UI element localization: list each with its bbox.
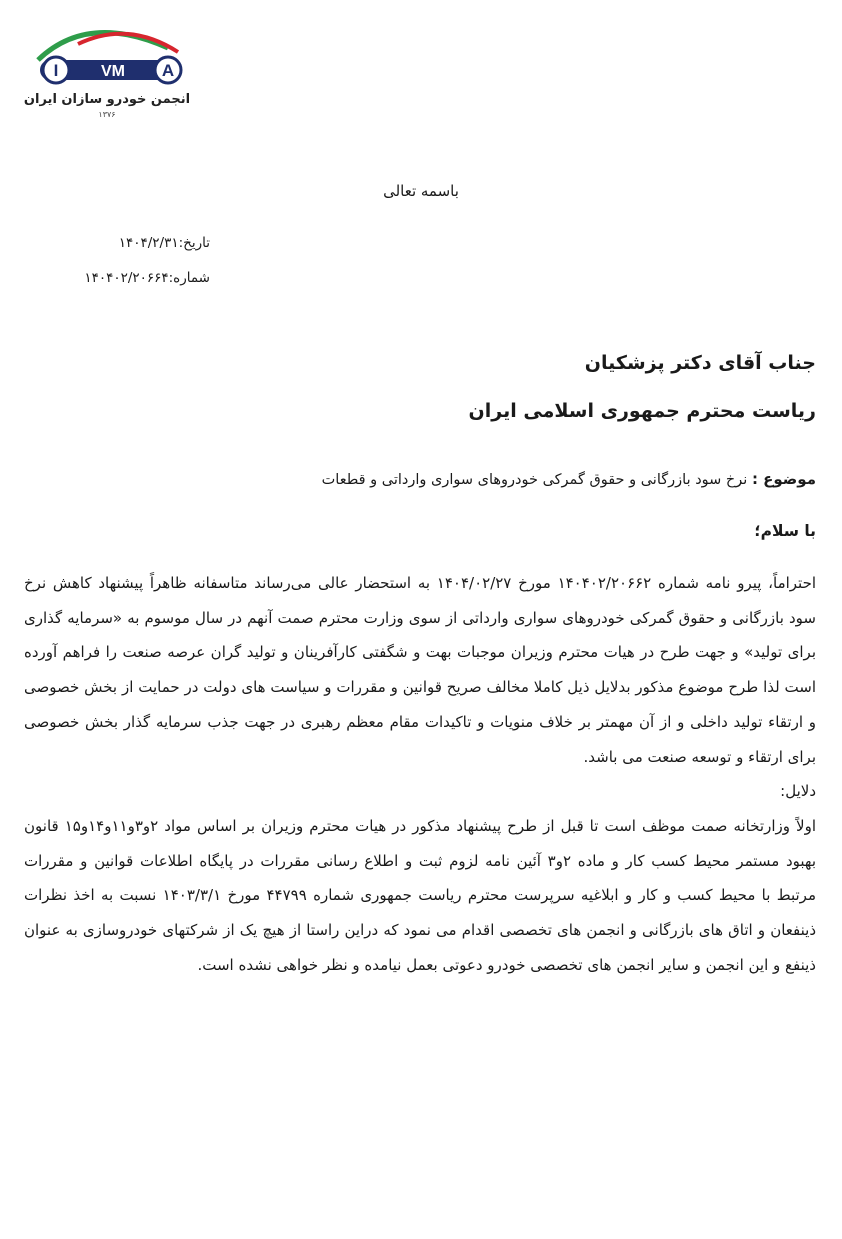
subject-label: موضوع : [751, 470, 816, 488]
subject-text: نرخ سود بازرگانی و حقوق گمرکی خودروهای سواری وارداتی و قطعات [321, 472, 748, 488]
reasons-label: دلایل: [780, 782, 816, 801]
ivma-logo-mark [18, 18, 198, 98]
addressee-title: ریاست محترم جمهوری اسلامی ایران [468, 400, 816, 422]
logo-letter-a: A [161, 61, 175, 80]
logo-letters-vm: VM [101, 63, 125, 80]
letter-body [24, 566, 816, 982]
letter-number: شماره:۱۴۰۴۰۲/۲۰۶۶۴ [84, 270, 210, 286]
addressee-name: جناب آقای دکتر پزشکیان [584, 352, 816, 374]
paragraph-reason-1: اولاً وزارتخانه صمت موظف است تا قبل از طرح پیشنهاد مذکور در هیات محترم وزیران بر اساس مواد ۲و۳و۱۱و۱۴و۱۵ قانون بهبود مستمر محیط کسب کار و ماده ۲و۳ آئین نامه لزوم ثبت و اطلاع رسانی مقررات در پایگاه اطلاعات قوانین و مقررات مرتبط با محیط کسب و کار و ابلاغیه سرپرست محترم ریاست جمهوری شماره ۴۴۷۹۹ مورخ ۱۴۰۳/۳/۱ نسبت به اخذ نظرات ذینفعان و اتاق های بازرگانی و انجمن های تخصصی اقدام می نمود که دراین راستا از هیچ یک از شرکتهای خودروسازی به عنوان ذینفع و این انجمن و سایر انجمن های تخصصی خودرو دعوتی بعمل نیامده و نظر خواهی نشده است. [24, 816, 816, 974]
invocation: باسمه تعالی [383, 182, 459, 200]
subject-line [36, 470, 816, 488]
paragraph-intro: احتراماً، پیرو نامه شماره ۱۴۰۴۰۲/۲۰۶۶۲ مورخ ۱۴۰۴/۰۲/۲۷ به استحضار عالی می‌رساند متاسفانه ظاهراً پیشنهاد کاهش نرخ سود بازرگانی و حقوق گمرکی خودروهای سواری وارداتی از سوی وزارت محترم صمت آنهم در سال موسوم به «سرمایه گذاری برای تولید» و جهت طرح در هیات محترم وزیران موجبات بهت و شگفتی کارآفرینان و تولید گران عرصه صنعت را فراهم آورده است لذا طرح موضوع مذکور بدلایل ذیل کاملا مخالف صریح قوانین و مقررات و سیاست های دولت در حمایت از بخش خصوصی و ارتقاء تولید داخلی و از آن مهمتر بر خلاف منویات و تاکیدات مقام معظم رهبری در جهت جذب سرمایه گذار بخش خصوصی برای ارتقاء و توسعه صنعت می باشد. [24, 574, 817, 766]
letter-date: تاریخ:۱۴۰۴/۲/۳۱ [118, 235, 210, 251]
logo-letter-i: I [53, 61, 59, 80]
logo-caption: انجمن خودرو سازان ایران [23, 92, 191, 107]
greeting: با سلام؛ [754, 522, 816, 540]
logo-year: ۱۳۷۶ [98, 110, 116, 119]
